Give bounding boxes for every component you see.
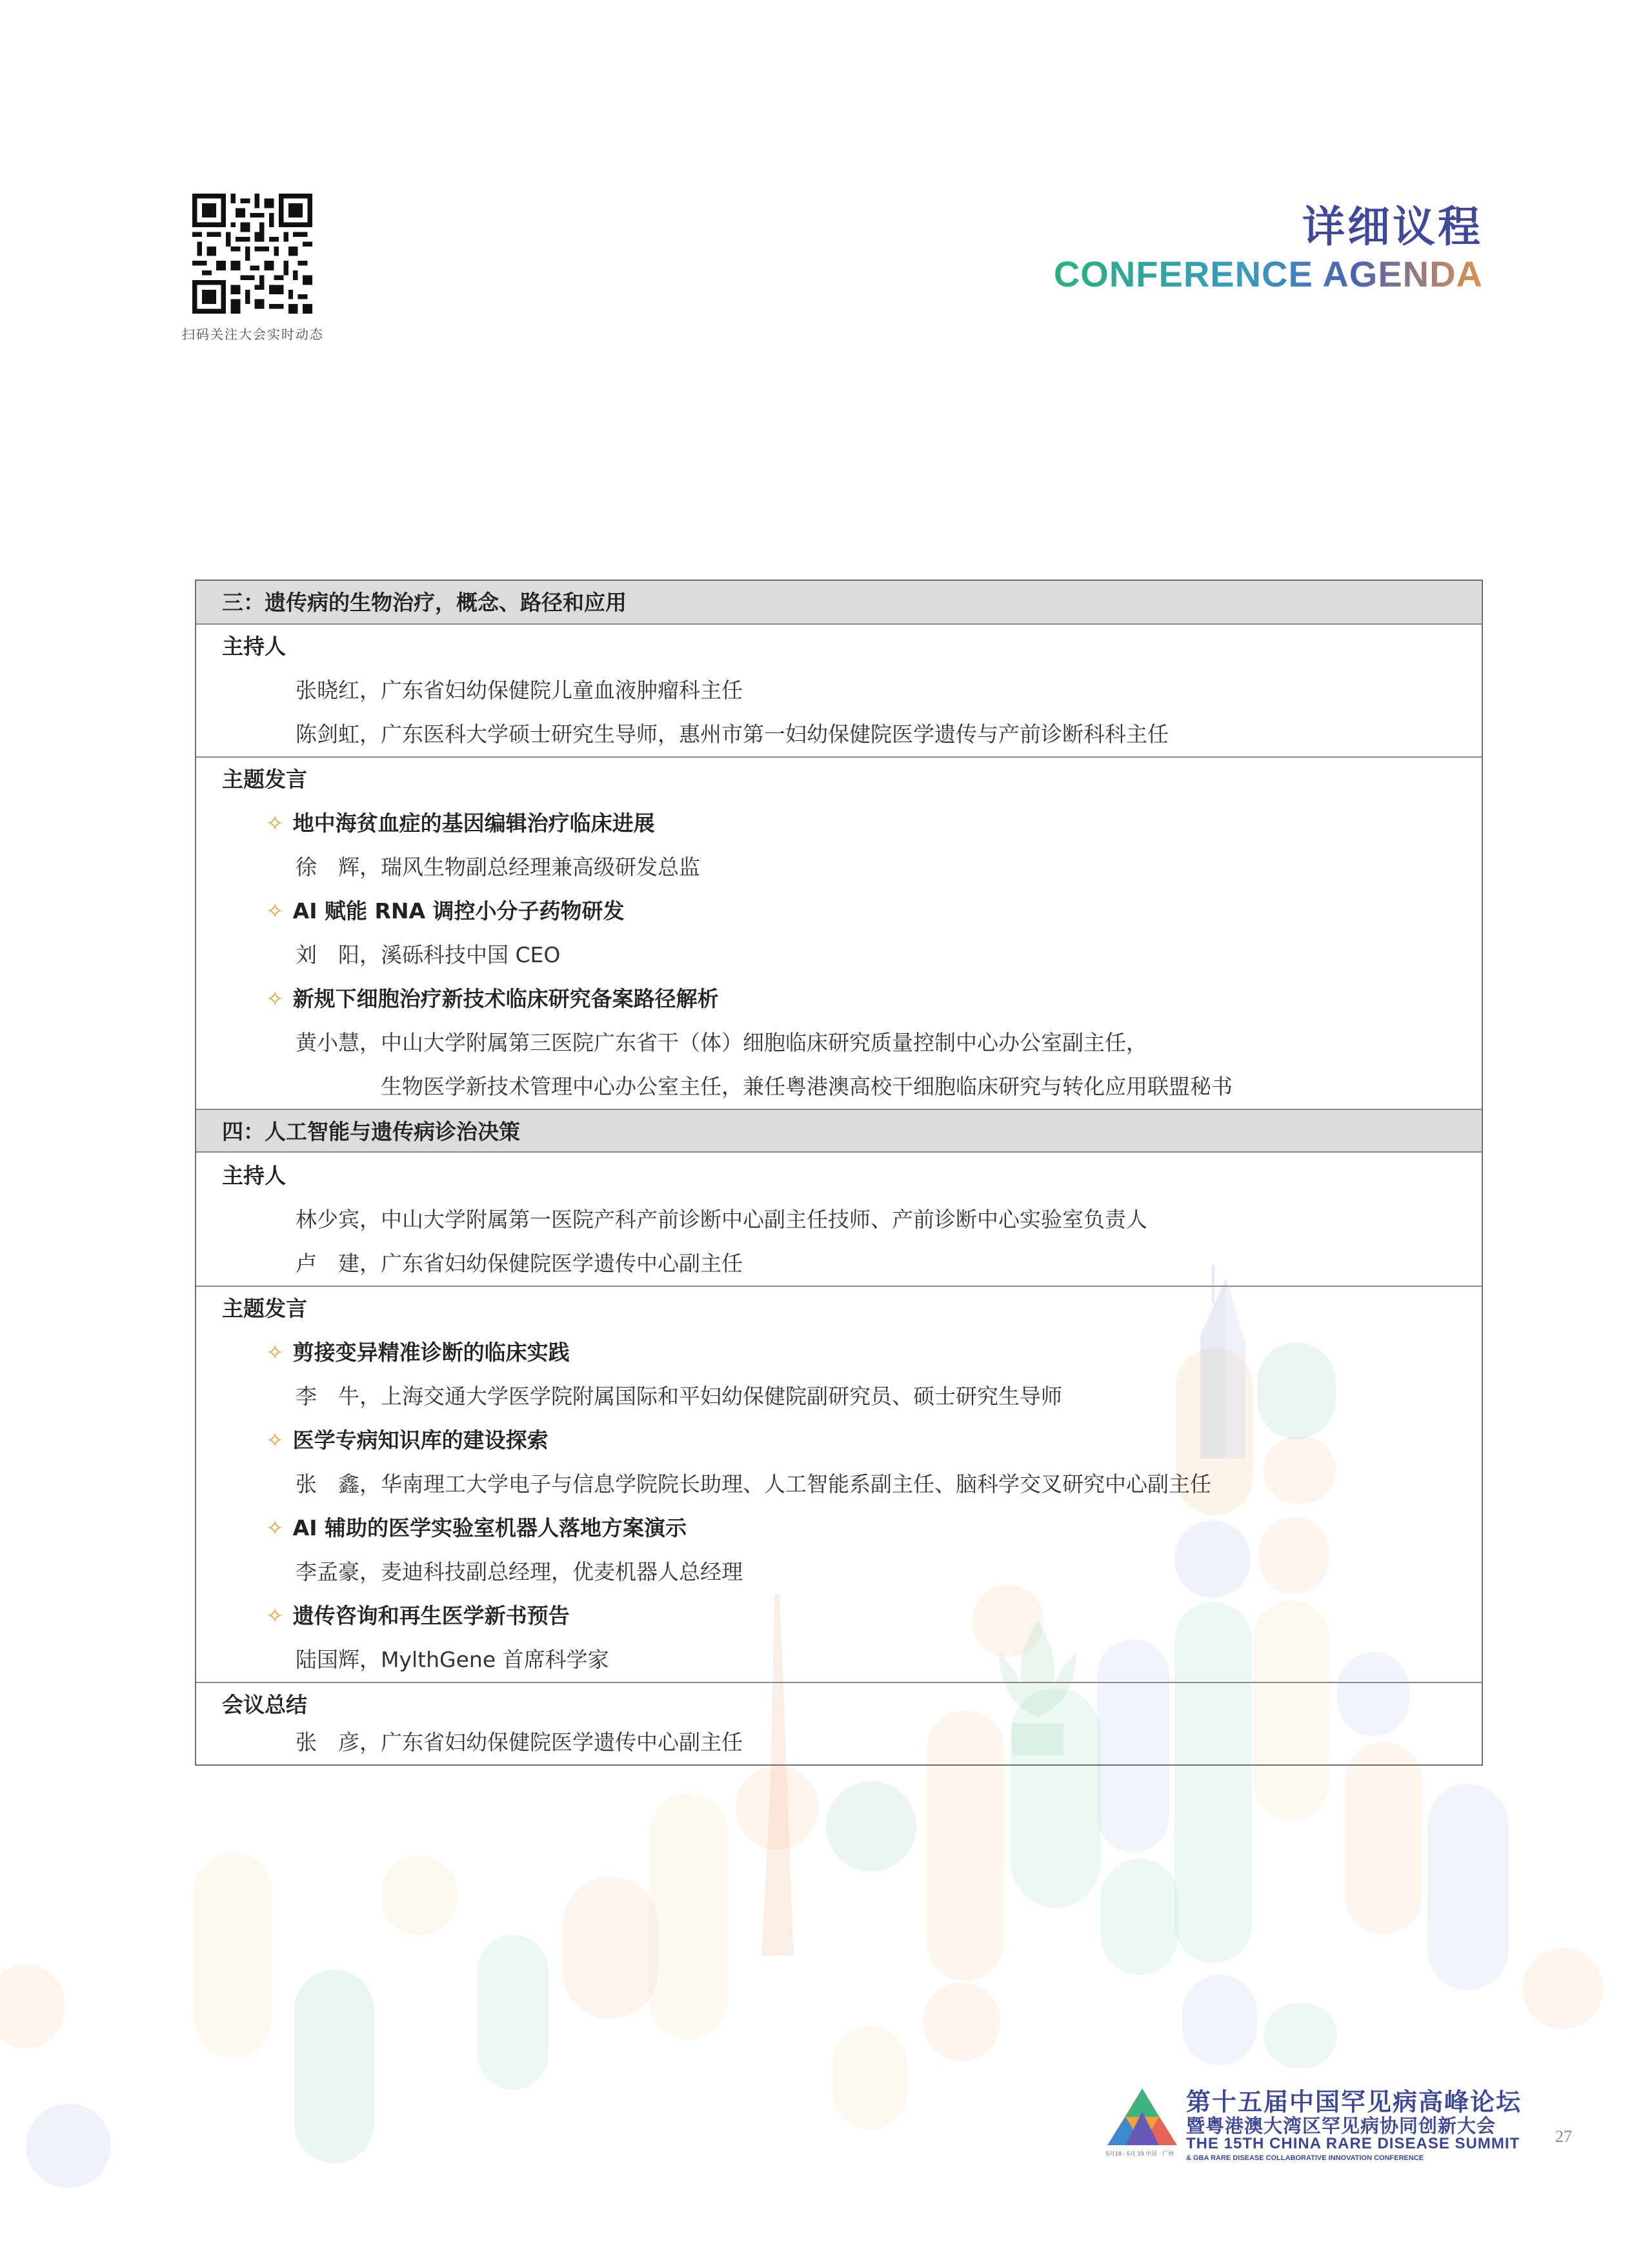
session-3-talk-3: [196, 977, 1482, 1021]
session-3-host-1: 张晓红，广东省妇幼保健院儿童血液肿瘤科主任: [296, 678, 743, 703]
summary-label: 会议总结: [222, 1692, 307, 1717]
talk-title: 医学专病知识库的建设探索: [292, 1428, 549, 1453]
session-4-talk-2-speaker: 张 鑫，华南理工大学电子与信息学院院长助理、人工智能系副主任、脑科学交叉研究中心副主任: [296, 1471, 1211, 1497]
session-4-title: 四：人工智能与遗传病诊治决策: [196, 1109, 1482, 1153]
sparkle-icon: ✧: [266, 986, 284, 1011]
session-3-talk-2: [196, 889, 1482, 933]
summary-person: 张 彦，广东省妇幼保健院医学遗传中心副主任: [296, 1730, 743, 1755]
session-3-talk-1-speaker: 徐 辉，瑞风生物副总经理兼高级研发总监: [296, 854, 700, 880]
session-4-talk-3-speaker: 李孟豪，麦迪科技副总经理，优麦机器人总经理: [296, 1559, 743, 1584]
session-3-host-label: 主持人: [222, 634, 286, 659]
qr-caption: 扫码关注大会实时动态: [182, 327, 324, 342]
sparkle-icon: ✧: [266, 1515, 284, 1540]
summit-logo-icon: [1105, 2086, 1180, 2148]
sparkle-icon: ✧: [266, 1428, 284, 1453]
session-3-host-2: 陈剑虹，广东医科大学硕士研究生导师，惠州市第一妇幼保健院医学遗传与产前诊断科科主任: [296, 722, 1169, 747]
footer-logo-caption: 5月18 - 5月 19 中国 · 广州: [1106, 2150, 1174, 2157]
sparkle-icon: ✧: [266, 1340, 284, 1365]
agenda-table: [195, 580, 1483, 1766]
talk-title: AI 辅助的医学实验室机器人落地方案演示: [292, 1515, 687, 1540]
session-3-talk-label: 主题发言: [222, 767, 307, 792]
session-4-host-1: 林少宾，中山大学附属第一医院产科产前诊断中心副主任技师、产前诊断中心实验室负责人: [296, 1207, 1147, 1232]
page-title-cn: 详细议程: [1302, 202, 1483, 252]
page-title-en: CONFERENCE AGENDA: [1053, 254, 1483, 294]
talk-title: AI 赋能 RNA 调控小分子药物研发: [292, 898, 625, 924]
footer-subtitle-en: & GBA RARE DISEASE COLLABORATIVE INNOVATION CONFERENCE: [1186, 2154, 1424, 2162]
footer-subtitle-cn: 暨粤港澳大湾区罕见病协同创新大会: [1186, 2115, 1496, 2137]
session-4-host-2: 卢 建，广东省妇幼保健院医学遗传中心副主任: [296, 1251, 743, 1276]
sparkle-icon: ✧: [266, 898, 284, 924]
talk-title: 新规下细胞治疗新技术临床研究备案路径解析: [292, 986, 719, 1011]
qr-code-icon: [192, 194, 312, 314]
session-3-title: 三：遗传病的生物治疗，概念、路径和应用: [196, 581, 1482, 625]
talk-title: 剪接变异精准诊断的临床实践: [292, 1340, 570, 1365]
session-4-host-label: 主持人: [222, 1163, 286, 1188]
footer-title-cn: 第十五届中国罕见病高峰论坛: [1186, 2088, 1522, 2116]
session-4-talk-label: 主题发言: [222, 1296, 307, 1321]
session-4-talk-1: [196, 1331, 1482, 1375]
session-4-talk-4-speaker: 陆国辉，MylthGene 首席科学家: [296, 1647, 609, 1672]
sparkle-icon: ✧: [266, 811, 284, 836]
session-4-talk-2: [196, 1419, 1482, 1462]
sparkle-icon: ✧: [266, 1603, 284, 1628]
session-3-talk-1: [196, 802, 1482, 845]
page-number: 27: [1555, 2127, 1572, 2146]
talk-title: 遗传咨询和再生医学新书预告: [292, 1603, 570, 1628]
session-4-talk-1-speaker: 李 牛，上海交通大学医学院附属国际和平妇幼保健院副研究员、硕士研究生导师: [296, 1384, 1062, 1409]
footer-title-en: THE 15TH CHINA RARE DISEASE SUMMIT: [1186, 2135, 1520, 2152]
session-3-talk-3-speaker-cont: 生物医学新技术管理中心办公室主任，兼任粤港澳高校干细胞临床研究与转化应用联盟秘书: [381, 1074, 1233, 1099]
session-4-talk-4: [196, 1594, 1482, 1638]
session-4-talk-3: [196, 1506, 1482, 1550]
talk-title: 地中海贫血症的基因编辑治疗临床进展: [292, 811, 655, 836]
session-3-talk-2-speaker: 刘 阳，溪砾科技中国 CEO: [296, 942, 561, 967]
session-3-talk-3-speaker: 黄小慧，中山大学附属第三医院广东省干（体）细胞临床研究质量控制中心办公室副主任，: [296, 1030, 1147, 1055]
